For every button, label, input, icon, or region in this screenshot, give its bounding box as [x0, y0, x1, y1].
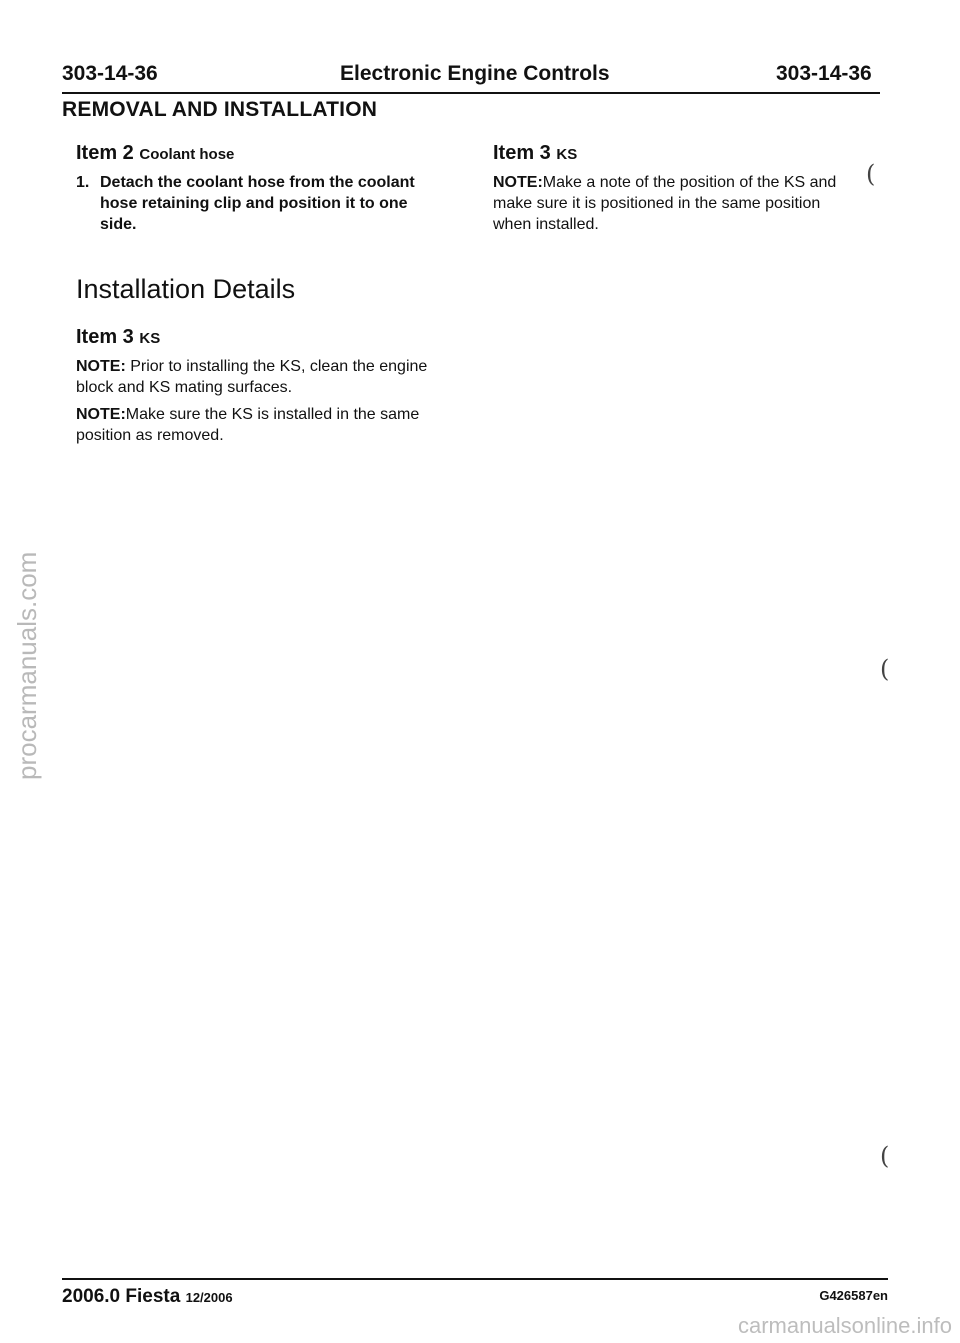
- item-name: Coolant hose: [139, 146, 235, 163]
- step-line: Detach the coolant hose from the coolant: [100, 174, 415, 191]
- footer-rule: [62, 1278, 888, 1280]
- installation-note-1: [76, 356, 427, 398]
- side-watermark: procarmanuals.com: [12, 551, 42, 780]
- note-label: NOTE:: [76, 406, 126, 423]
- item-label: Item 3: [76, 326, 134, 348]
- note-label: NOTE:: [76, 358, 126, 375]
- scan-mark-icon: (: [866, 160, 876, 188]
- page-number-right: 303-14-36: [776, 62, 872, 85]
- bottom-watermark: carmanualsonline.info: [737, 1313, 952, 1338]
- item-label: Item 3: [493, 142, 551, 164]
- step-line: hose retaining clip and position it to one: [100, 195, 408, 212]
- note-line: position as removed.: [76, 427, 224, 444]
- scan-mark-icon: (: [880, 1142, 890, 1170]
- page-header-title: Electronic Engine Controls: [340, 62, 610, 85]
- footer-doc-code: G426587en: [819, 1288, 888, 1303]
- item-3-heading: [493, 142, 577, 165]
- step-line: side.: [100, 216, 137, 233]
- page-number-left: 303-14-36: [62, 62, 158, 85]
- scan-mark-icon: (: [880, 655, 890, 683]
- note-line: make sure it is positioned in the same position: [493, 195, 821, 212]
- item-2-heading: [76, 142, 234, 165]
- item-label: Item 2: [76, 142, 134, 164]
- footer-model: [62, 1286, 233, 1308]
- removal-note: [493, 172, 836, 235]
- note-line: Prior to installing the KS, clean the engine: [125, 358, 428, 375]
- section-title: REMOVAL AND INSTALLATION: [62, 98, 378, 121]
- note-line: block and KS mating surfaces.: [76, 379, 293, 396]
- installation-note-2: [76, 404, 419, 446]
- model-name: 2006.0 Fiesta: [62, 1286, 181, 1307]
- item-name: KS: [556, 146, 578, 163]
- header-rule: [62, 92, 880, 94]
- item-name: KS: [139, 330, 161, 347]
- note-label: NOTE:: [493, 174, 543, 191]
- footer-date: 12/2006: [185, 1290, 233, 1305]
- installation-heading: Installation Details: [76, 274, 296, 304]
- step-number: 1.: [76, 174, 90, 191]
- note-line: Make sure the KS is installed in the same: [125, 406, 420, 423]
- note-line: Make a note of the position of the KS and: [542, 174, 837, 191]
- step-text: [100, 172, 415, 235]
- note-line: when installed.: [493, 216, 599, 233]
- installation-item-heading: [76, 326, 160, 349]
